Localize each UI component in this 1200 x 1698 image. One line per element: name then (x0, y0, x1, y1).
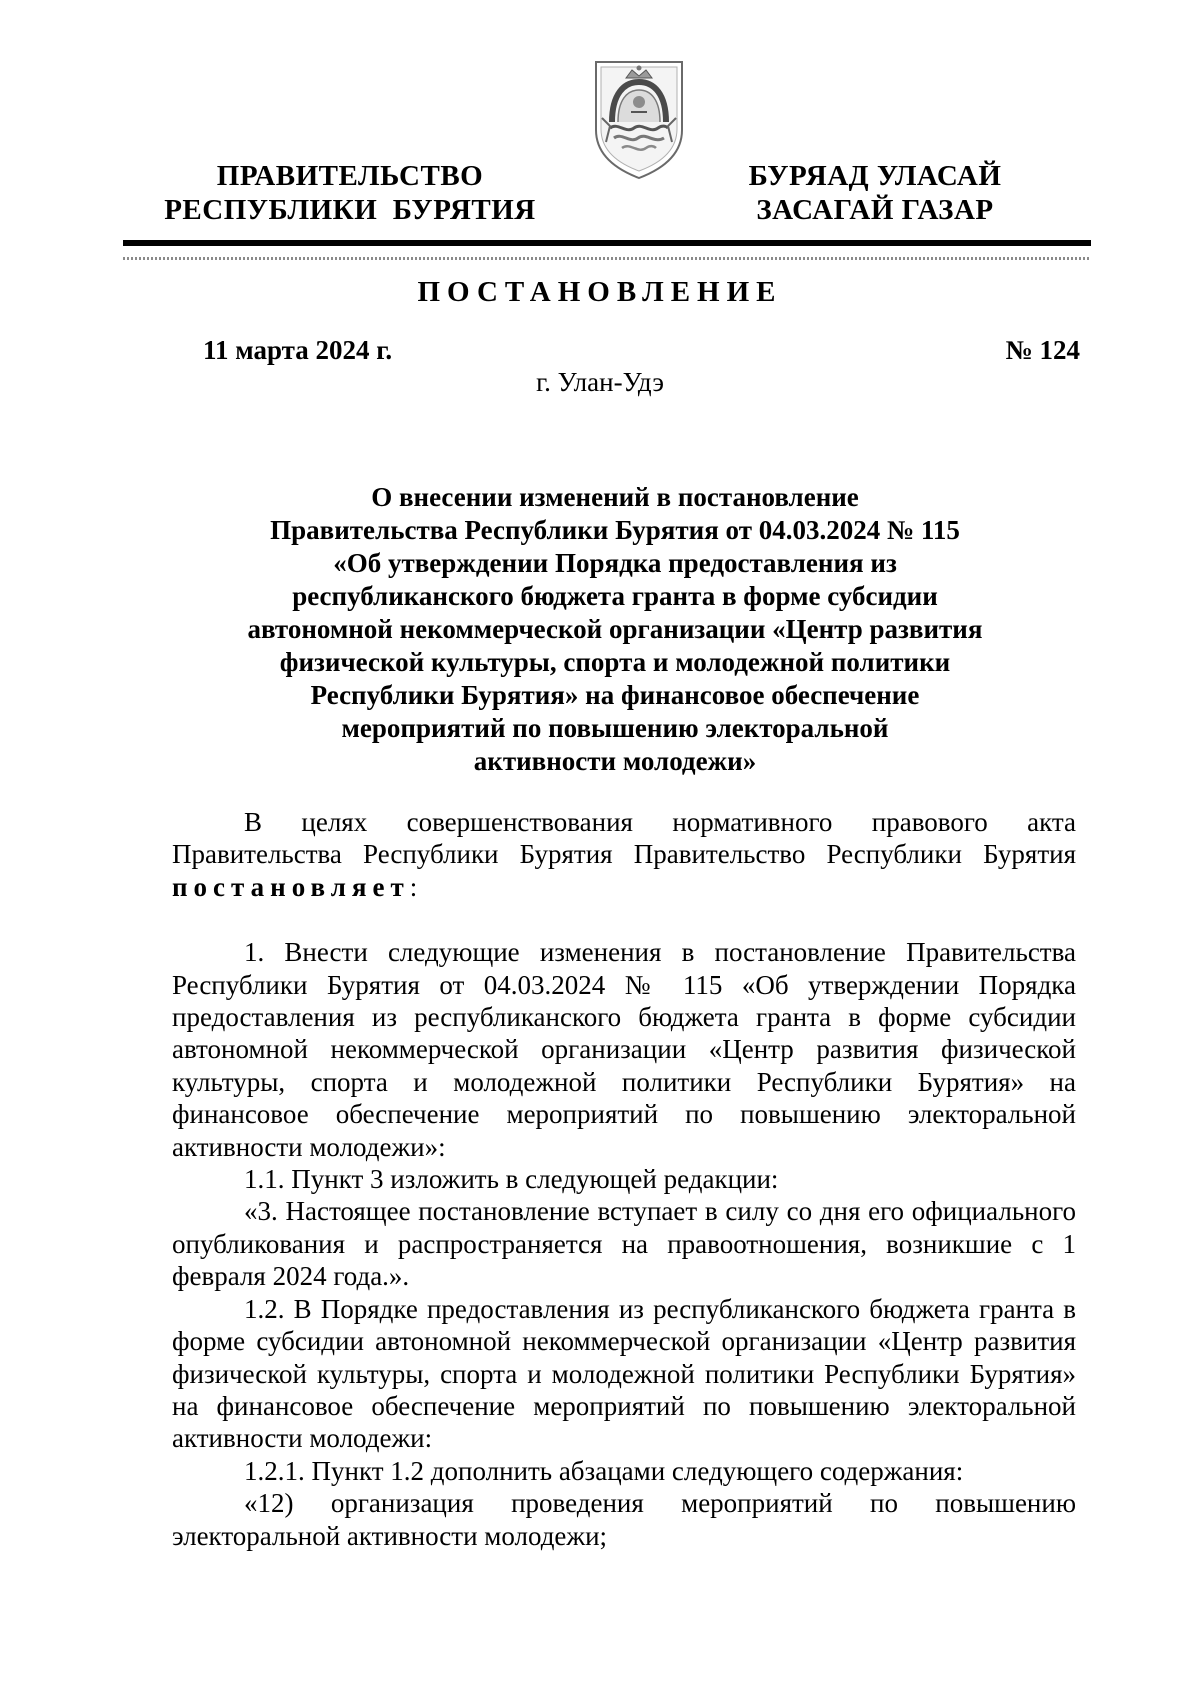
document-city: г. Улан-Удэ (536, 367, 664, 397)
preamble-paragraph (172, 806, 1076, 903)
government-name-buryat (680, 159, 1070, 227)
title-line: мероприятий по повышению электоральной (341, 713, 889, 743)
title-line: Правительства Республики Бурятия от 04.03.2024 № 115 (270, 515, 960, 545)
paragraph-1-2-1: 1.2.1. Пункт 1.2 дополнить абзацами следующего содержания: (244, 1455, 964, 1486)
header-divider-thin (123, 257, 1091, 260)
preamble-verb: постановляет (172, 871, 410, 902)
title-line: Республики Бурятия» на финансовое обеспечение (310, 680, 920, 710)
title-line: О внесении изменений в постановление (371, 482, 859, 512)
preamble-end: : (409, 871, 418, 902)
government-name-russian (140, 159, 560, 227)
title-line: «Об утверждении Порядка предоставления из (333, 548, 897, 578)
title-line: активности молодежи» (473, 746, 757, 776)
document-date: 11 марта 2024 г. (203, 335, 393, 365)
title-line: автономной некоммерческой организации «Центр развития (247, 614, 983, 644)
document-type-heading: ПОСТАНОВЛЕНИЕ (417, 276, 783, 308)
paragraph-1: 1. Внести следующие изменения в постановление Правительства Республики Бурятия от 04.03.2024 № 115 «Об утверждении Порядка предоставления из республиканского бюджета гранта в форме субсидии автономной некоммерческой организации «Центр развития физической культуры, спорта и молодежной политики Республики Бурятия» на финансовое обеспечение мероприятий по повышению электоральной активности молодежи»: (172, 937, 1076, 1162)
document-body (172, 806, 1076, 1552)
header-right-line1: БУРЯАД УЛАСАЙ (748, 160, 1002, 192)
paragraph-12: «12) организация проведения мероприятий по повышению электоральной активности молодежи; (172, 1488, 1076, 1551)
coat-of-arms-emblem (588, 52, 690, 180)
header-divider-thick (123, 240, 1091, 246)
header-left-line2: РЕСПУБЛИКИ БУРЯТИЯ (164, 194, 536, 226)
document-number: № 124 (1005, 335, 1080, 365)
paragraph-1-1: 1.1. Пункт 3 изложить в следующей редакции: (244, 1164, 779, 1195)
document-title (160, 481, 1070, 778)
paragraph-1-2: 1.2. В Порядке предоставления из республиканского бюджета гранта в форме субсидии автономной некоммерческой организации «Центр развития физической культуры, спорта и молодежной политики Республики Бурятия» на финансовое обеспечение мероприятий по повышению электоральной активности молодежи: (172, 1293, 1076, 1454)
title-line: физической культуры, спорта и молодежной политики (279, 647, 951, 677)
header-right-line2: ЗАСАГАЙ ГАЗАР (756, 194, 994, 226)
header-left-line1: ПРАВИТЕЛЬСТВО (216, 160, 484, 192)
preamble-text: В целях совершенствования нормативного правового акта Правительства Республики Бурятия Правительство Республики Бурятия (172, 807, 1076, 870)
title-line: республиканского бюджета гранта в форме субсидии (292, 581, 938, 611)
paragraph-1-1-text: «3. Настоящее постановление вступает в силу со дня его официального опубликования и распространяется на правоотношения, возникшие с 1 февраля 2024 года.». (172, 1196, 1076, 1292)
